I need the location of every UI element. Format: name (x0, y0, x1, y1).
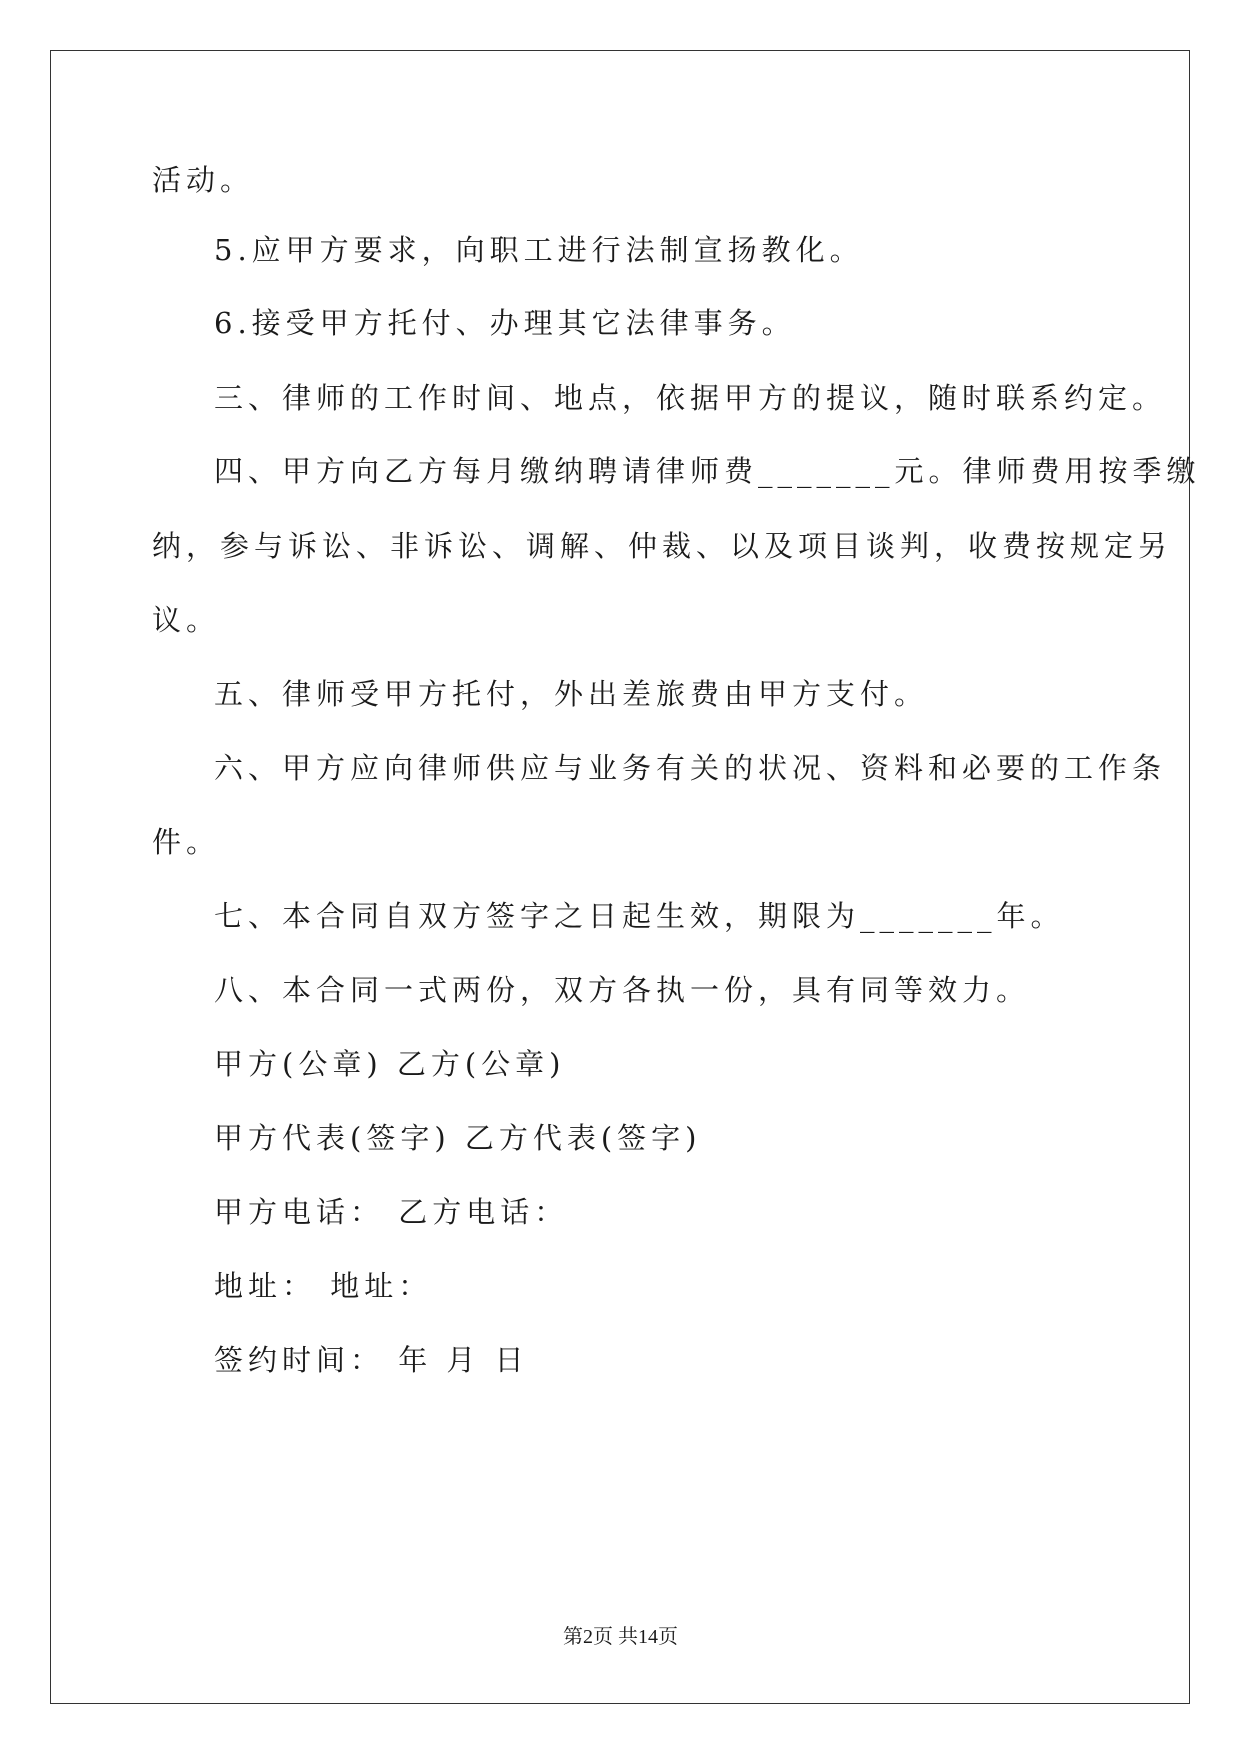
text-line: 七、本合同自双方签字之日起生效，期限为_______年。 (214, 899, 1065, 933)
text-line: 6.接受甲方托付、办理其它法律事务。 (214, 306, 796, 340)
text-line: 议。 (152, 603, 221, 637)
text-line: 件。 (152, 825, 221, 859)
text-line: 四、甲方向乙方每月缴纳聘请律师费_______元。律师费用按季缴 (214, 454, 1201, 488)
text-line: 活动。 (152, 163, 255, 197)
text-line: 三、律师的工作时间、地点，依据甲方的提议，随时联系约定。 (214, 381, 1167, 415)
page-footer: 第2页 共14页 (563, 1626, 678, 1648)
text-line: 八、本合同一式两份，双方各执一份，具有同等效力。 (214, 973, 1031, 1007)
signature-line: 甲方(公章) 乙方(公章) (214, 1047, 566, 1081)
text-line: 5.应甲方要求，向职工进行法制宣扬教化。 (214, 233, 864, 267)
text-line: 六、甲方应向律师供应与业务有关的状况、资料和必要的工作条 (214, 751, 1167, 785)
page-border (50, 50, 1190, 1704)
signature-line: 甲方代表(签字) 乙方代表(签字) (214, 1121, 702, 1155)
contact-line: 甲方电话： 乙方电话： (214, 1195, 569, 1229)
text-line: 五、律师受甲方托付，外出差旅费由甲方支付。 (214, 677, 929, 711)
address-line: 地址： 地址： (214, 1269, 433, 1303)
date-line: 签约时间： 年 月 日 (214, 1343, 529, 1377)
text-line: 纳，参与诉讼、非诉讼、调解、仲裁、以及项目谈判，收费按规定另 (152, 529, 1173, 563)
